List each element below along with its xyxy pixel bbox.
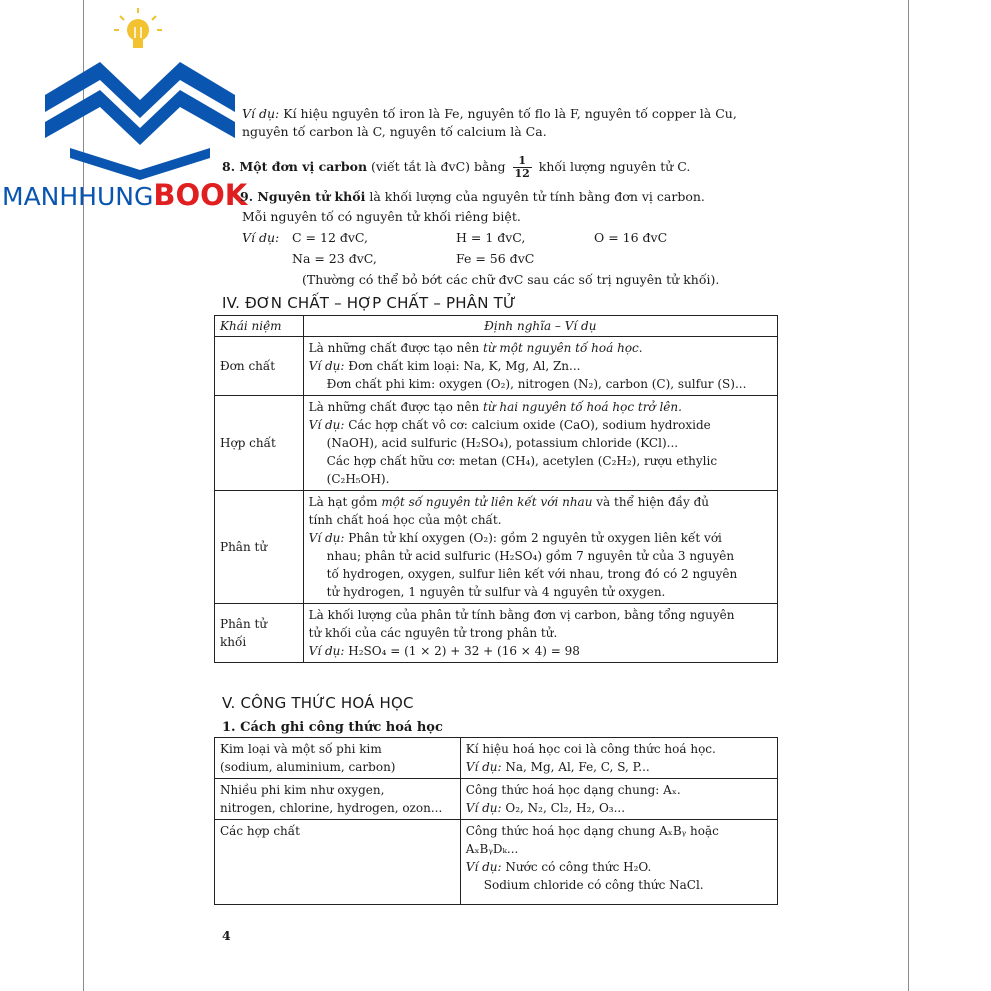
item-9-ex-c: C = 12 đvC, [292,230,369,245]
formula-row1-left: Kim loại và một số phi kim (sodium, aluminium, carbon) [215,738,461,779]
lightbulb-icon [114,8,162,48]
book-icon [0,0,260,190]
item-9-ex-o: O = 16 đvC [594,230,668,245]
row-name-don-chat: Đơn chất [215,337,304,396]
table-row [215,396,778,491]
row-def-hop-chat: Là những chất được tạo nên từ hai nguyên tố hoá học trở lên. Ví dụ: Các hợp chất vô cơ: calcium oxide (CaO), sodium hydroxide (NaOH), acid sulfuric (H₂SO₄), potassium chloride (KCl)... Các hợp chất hữu cơ: metan (CH₄), acetylen (C₂H₂), rượu ethylic (C₂H₅OH). [303,396,777,491]
table-row [215,738,778,779]
row-def-don-chat: Là những chất được tạo nên từ một nguyên tố hoá học. Ví dụ: Đơn chất kim loại: Na, K, Mg, Al, Zn... Đơn chất phi kim: oxygen (O₂), nitrogen (N₂), carbon (C), sulfur (S)... [303,337,777,396]
formula-row2-right: Công thức hoá học dạng chung: Aₓ. Ví dụ: O₂, N₂, Cl₂, H₂, O₃... [460,779,777,820]
item-9-ex-fe: Fe = 56 đvC [456,251,535,266]
table-row [215,604,778,663]
formula-row3-left: Các hợp chất [215,820,461,905]
formula-table [214,737,778,905]
item-9-ex-na: Na = 23 đvC, [292,251,377,266]
definitions-table [214,315,778,663]
item-9-example-label: Ví dụ: [242,230,280,245]
formula-row3-right: Công thức hoá học dạng chung AₓBᵧ hoặc AₓBᵧDₖ... Ví dụ: Nước có công thức H₂O. Sodium chloride có công thức NaCl. [460,820,777,905]
header-concept: Khái niệm [215,316,304,337]
page-border-right [908,0,909,991]
section-4-title: IV. ĐƠN CHẤT – HỢP CHẤT – PHÂN TỬ [222,294,517,312]
formula-row2-left: Nhiều phi kim như oxygen, nitrogen, chlorine, hydrogen, ozon... [215,779,461,820]
table-row [215,337,778,396]
intro-example-line1: Ví dụ: Kí hiệu nguyên tố iron là Fe, nguyên tố flo là F, nguyên tố copper là Cu, [242,106,737,121]
section-5-subtitle: 1. Cách ghi công thức hoá học [222,720,443,735]
table-row [215,491,778,604]
section-5-title: V. CÔNG THỨC HOÁ HỌC [222,694,414,712]
intro-example-line2: nguyên tố carbon là C, nguyên tố calcium là Ca. [242,124,547,139]
formula-row1-right: Kí hiệu hoá học coi là công thức hoá học. Ví dụ: Na, Mg, Al, Fe, C, S, P... [460,738,777,779]
item-9-line1: 9. Nguyên tử khối là khối lượng của nguyên tử tính bằng đơn vị carbon. [240,189,705,204]
publisher-logo [0,0,260,220]
table-row [215,779,778,820]
item-9-note: (Thường có thể bỏ bớt các chữ đvC sau các số trị nguyên tử khối). [302,272,720,287]
table-header-row [215,316,778,337]
table-row [215,820,778,905]
row-name-hop-chat: Hợp chất [215,396,304,491]
logo-wordmark: MANHHUNGBOOK [2,178,248,212]
item-9-ex-h: H = 1 đvC, [456,230,526,245]
item-9-line2: Mỗi nguyên tố có nguyên tử khối riêng biệt. [242,209,521,224]
row-def-phan-tu-khoi: Là khối lượng của phân tử tính bằng đơn vị carbon, bằng tổng nguyên tử khối của các nguyên tử trong phân tử. Ví dụ: H₂SO₄ = (1 × 2) + 32 + (16 × 4) = 98 [303,604,777,663]
header-definition: Định nghĩa – Ví dụ [303,316,777,337]
page-number: 4 [222,928,231,943]
row-name-phan-tu-khoi: Phân tử khối [215,604,304,663]
fraction-one-twelfth: $\frac{1}{12}$ [514,154,530,180]
item-8: 8. Một đơn vị carbon (viết tắt là đvC) bằng $\frac{1}{12}$ khối lượng nguyên tử C. [222,154,691,180]
row-name-phan-tu: Phân tử [215,491,304,604]
row-def-phan-tu: Là hạt gồm một số nguyên tử liên kết với nhau và thể hiện đầy đủ tính chất hoá học của một chất. Ví dụ: Phân tử khí oxygen (O₂): gồm 2 nguyên tử oxygen liên kết với nhau; phân tử acid sulfuric (H₂SO₄) gồm 7 nguyên tử của 3 nguyên tố hydrogen, oxygen, sulfur liên kết với nhau, trong đó có 2 nguyên tử hydrogen, 1 nguyên tử sulfur và 4 nguyên tử oxygen. [303,491,777,604]
